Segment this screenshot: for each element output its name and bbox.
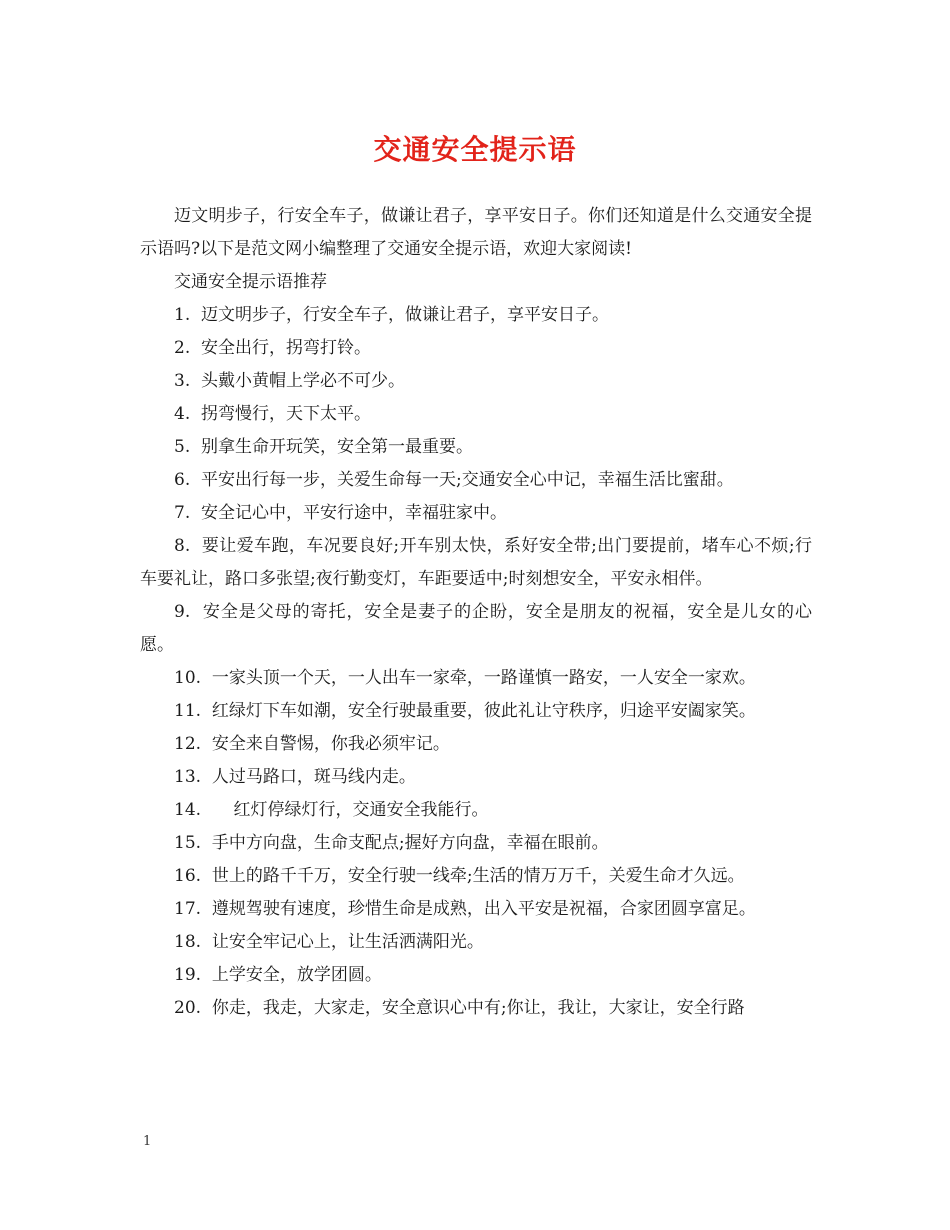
slogan-item: 14. 红灯停绿灯行，交通安全我能行。	[174, 800, 489, 820]
section-heading: 交通安全提示语推荐	[174, 272, 327, 292]
document-title: 交通安全提示语	[373, 133, 577, 166]
slogan-item: 18. 让安全牢记心上，让生活洒满阳光。	[174, 932, 484, 952]
document-body	[140, 200, 812, 1025]
slogan-item: 19. 上学安全，放学团圆。	[174, 965, 382, 985]
slogan-item: 5. 别拿生命开玩笑，安全第一最重要。	[174, 437, 474, 457]
slogan-item: 7. 安全记心中，平安行途中，幸福驻家中。	[174, 503, 508, 523]
slogan-item: 4. 拐弯慢行，天下太平。	[174, 404, 372, 424]
slogan-item: 2. 安全出行，拐弯打铃。	[174, 338, 372, 358]
intro-paragraph: 迈文明步子，行安全车子，做谦让君子，享平安日子。你们还知道是什么交通安全提示语吗?以下是范文网小编整理了交通安全提示语，欢迎大家阅读!	[140, 206, 812, 259]
slogan-item: 10. 一家头顶一个天，一人出车一家牵，一路谨慎一路安，一人安全一家欢。	[174, 668, 756, 688]
slogan-item: 15. 手中方向盘，生命支配点;握好方向盘，幸福在眼前。	[174, 833, 609, 853]
slogan-item: 13. 人过马路口，斑马线内走。	[174, 767, 416, 787]
slogan-item: 1. 迈文明步子，行安全车子，做谦让君子，享平安日子。	[174, 305, 610, 325]
slogan-item: 16. 世上的路千千万，安全行驶一线牵;生活的情万万千，关爱生命才久远。	[174, 866, 745, 886]
slogan-item: 3. 头戴小黄帽上学必不可少。	[174, 371, 406, 391]
slogan-item: 11. 红绿灯下车如潮，安全行驶最重要，彼此礼让守秩序，归途平安阖家笑。	[174, 701, 756, 721]
slogan-item: 17. 遵规驾驶有速度，珍惜生命是成熟，出入平安是祝福，合家团圆享富足。	[174, 899, 756, 919]
slogan-item: 6. 平安出行每一步，关爱生命每一天;交通安全心中记，幸福生活比蜜甜。	[174, 470, 734, 490]
slogan-item: 9. 安全是父母的寄托，安全是妻子的企盼，安全是朋友的祝福，安全是儿女的心愿。	[140, 602, 812, 655]
page-number: 1	[143, 1134, 152, 1149]
slogan-list	[140, 299, 812, 1025]
slogan-item: 12. 安全来自警惕，你我必须牢记。	[174, 734, 450, 754]
slogan-item: 20. 你走，我走，大家走，安全意识心中有;你让，我让，大家让，安全行路	[174, 998, 745, 1018]
slogan-item: 8. 要让爱车跑，车况要良好;开车别太快，系好安全带;出门要提前，堵车心不烦;行车要礼让，路口多张望;夜行勤变灯，车距要适中;时刻想安全，平安永相伴。	[140, 536, 812, 589]
